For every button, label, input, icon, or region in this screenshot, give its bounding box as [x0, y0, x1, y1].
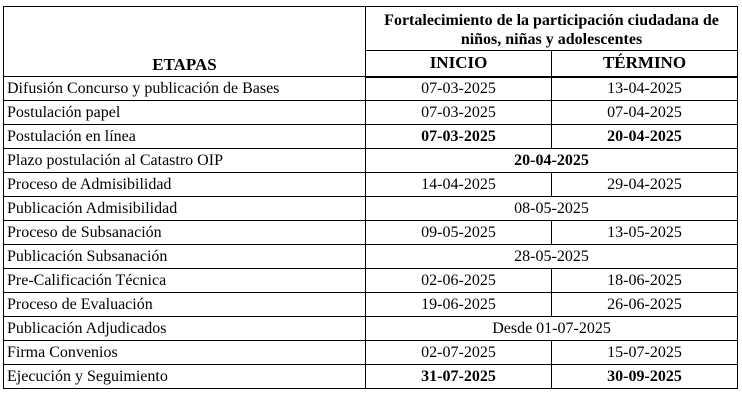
table-row — [4, 245, 738, 269]
table-row — [4, 77, 738, 101]
start-date-cell: 02-06-2025 — [366, 269, 552, 293]
program-title-header: Fortalecimiento de la participación ciudadana de niños, niñas y adolescentes — [366, 7, 738, 51]
table-row — [4, 341, 738, 365]
end-date-cell: 29-04-2025 — [552, 173, 738, 197]
start-date-cell: 02-07-2025 — [366, 341, 552, 365]
schedule-table — [3, 6, 738, 389]
end-date-cell: 13-05-2025 — [552, 221, 738, 245]
end-date-cell: 26-06-2025 — [552, 293, 738, 317]
table-row — [4, 149, 738, 173]
start-date-cell: 07-03-2025 — [366, 101, 552, 125]
start-date-cell: 07-03-2025 — [366, 125, 552, 149]
table-row — [4, 365, 738, 389]
table-row — [4, 101, 738, 125]
stage-cell: Proceso de Evaluación — [4, 293, 366, 317]
stage-cell: Publicación Admisibilidad — [4, 197, 366, 221]
table-row — [4, 221, 738, 245]
end-date-cell: 30-09-2025 — [552, 365, 738, 389]
stage-cell: Ejecución y Seguimiento — [4, 365, 366, 389]
stage-cell: Firma Convenios — [4, 341, 366, 365]
table-row — [4, 125, 738, 149]
stage-cell: Publicación Subsanación — [4, 245, 366, 269]
end-date-cell: 07-04-2025 — [552, 101, 738, 125]
end-column-header: TÉRMINO — [552, 51, 738, 77]
end-date-cell: 13-04-2025 — [552, 77, 738, 101]
table-row — [4, 317, 738, 341]
date-cell: 28-05-2025 — [366, 245, 738, 269]
start-date-cell: 09-05-2025 — [366, 221, 552, 245]
start-column-header: INICIO — [366, 51, 552, 77]
table-row — [4, 173, 738, 197]
stage-cell: Proceso de Admisibilidad — [4, 173, 366, 197]
date-cell: Desde 01-07-2025 — [366, 317, 738, 341]
stage-cell: Difusión Concurso y publicación de Bases — [4, 77, 366, 101]
end-date-cell: 20-04-2025 — [552, 125, 738, 149]
end-date-cell: 18-06-2025 — [552, 269, 738, 293]
start-date-cell: 19-06-2025 — [366, 293, 552, 317]
start-date-cell: 31-07-2025 — [366, 365, 552, 389]
date-cell: 20-04-2025 — [366, 149, 738, 173]
date-cell: 08-05-2025 — [366, 197, 738, 221]
stages-column-header: ETAPAS — [4, 7, 366, 77]
stage-cell: Plazo postulación al Catastro OIP — [4, 149, 366, 173]
table-row — [4, 293, 738, 317]
start-date-cell: 14-04-2025 — [366, 173, 552, 197]
start-date-cell: 07-03-2025 — [366, 77, 552, 101]
stage-cell: Publicación Adjudicados — [4, 317, 366, 341]
stage-cell: Postulación papel — [4, 101, 366, 125]
stage-cell: Proceso de Subsanación — [4, 221, 366, 245]
table-row — [4, 197, 738, 221]
stage-cell: Postulación en línea — [4, 125, 366, 149]
table-header-row — [4, 7, 738, 51]
stage-cell: Pre-Calificación Técnica — [4, 269, 366, 293]
table-row — [4, 269, 738, 293]
end-date-cell: 15-07-2025 — [552, 341, 738, 365]
